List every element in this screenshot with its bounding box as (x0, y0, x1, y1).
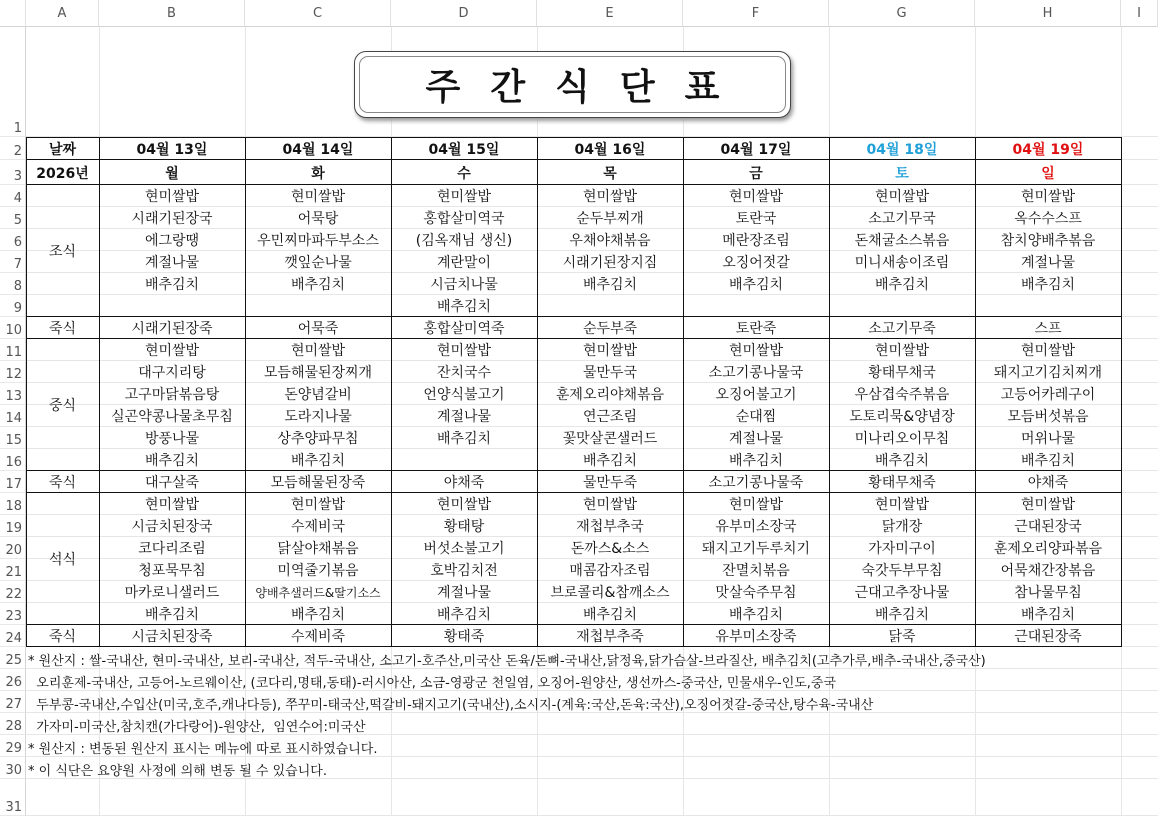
menu-item-cell[interactable]: 계절나물 (436, 585, 492, 601)
porridge-cell[interactable]: 어묵죽 (297, 321, 339, 337)
row-header-21[interactable]: 21 (0, 559, 26, 581)
menu-item-cell[interactable]: 계절나물 (1020, 255, 1076, 271)
porridge-cell[interactable]: 스프 (1034, 321, 1062, 337)
row-header-9[interactable]: 9 (0, 295, 26, 317)
menu-item-cell[interactable]: 계절나물 (144, 255, 200, 271)
porridge-cell[interactable]: 토란죽 (735, 321, 777, 337)
menu-item-cell[interactable]: 현미쌀밥 (436, 189, 492, 205)
menu-item-cell[interactable]: 현미쌀밥 (874, 497, 930, 513)
menu-item-cell[interactable]: 현미쌀밥 (290, 343, 346, 359)
menu-item-cell[interactable]: 옥수수스프 (1014, 211, 1082, 227)
menu-item-cell[interactable]: 시금치나물 (430, 277, 498, 293)
table-border (26, 492, 1122, 493)
table-border (26, 646, 1122, 647)
row-header-20[interactable]: 20 (0, 537, 26, 559)
porridge-cell[interactable]: 닭죽 (888, 629, 916, 645)
menu-item-cell[interactable]: 양배추샐러드&딸기소스 (255, 585, 381, 600)
weekday-cell[interactable]: 화 (311, 165, 325, 182)
meal-label-porridge[interactable]: 죽식 (48, 475, 77, 491)
table-border (26, 316, 1122, 317)
corner-cell[interactable] (0, 0, 26, 27)
porridge-cell[interactable]: 시금치된장죽 (131, 629, 213, 645)
column-header-B[interactable]: B (99, 0, 245, 27)
porridge-cell[interactable]: 물만두죽 (582, 475, 638, 491)
table-border (391, 137, 392, 647)
row-header-31[interactable]: 31 (0, 779, 26, 816)
menu-item-cell[interactable]: 현미쌀밥 (1020, 343, 1076, 359)
menu-item-cell[interactable]: 현미쌀밥 (582, 497, 638, 513)
page-title: 주간식단표 (425, 67, 750, 108)
menu-item-cell[interactable]: 오징어불고기 (715, 387, 797, 403)
menu-item-cell[interactable]: 순대찜 (735, 409, 777, 425)
menu-item-cell[interactable] (391, 449, 537, 471)
menu-item-cell[interactable]: 어묵탕 (297, 211, 339, 227)
menu-item-cell[interactable]: 수제비국 (290, 519, 346, 535)
menu-item-cell[interactable]: 미니새송이조림 (854, 255, 950, 271)
menu-item-cell[interactable]: 배추김치 (582, 453, 638, 469)
table-border (245, 137, 246, 647)
menu-item-cell[interactable]: 토란국 (735, 211, 777, 227)
date-cell[interactable]: 04월 16일 (574, 141, 646, 158)
menu-item-cell[interactable]: 에그랑땡 (144, 233, 200, 249)
menu-item-cell[interactable]: 모듬해물된장찌개 (263, 365, 373, 381)
meal-label-breakfast[interactable]: 조식 (48, 244, 77, 260)
porridge-cell[interactable]: 순두부죽 (582, 321, 638, 337)
menu-item-cell[interactable] (245, 295, 391, 317)
origin-note[interactable]: 두부콩-국내산,수입산(미국,호주,캐나다등), 쭈꾸미-태국산,떡갈비-돼지고기(국내산),소시지-(계육:국산,돈육:국산),오징어젓갈-중국산,탕수육-국내산 (28, 698, 874, 713)
menu-item-cell[interactable]: 배추김치 (1020, 277, 1076, 293)
porridge-cell[interactable]: 야채죽 (443, 475, 485, 491)
menu-item-cell[interactable]: 현미쌀밥 (436, 497, 492, 513)
row-header-17[interactable]: 17 (0, 471, 26, 493)
menu-item-cell[interactable]: 배추김치 (436, 607, 492, 623)
row-header-18[interactable]: 18 (0, 493, 26, 515)
table-border (26, 470, 1122, 471)
row-header-24[interactable]: 24 (0, 625, 26, 647)
menu-item-cell[interactable]: 배추김치 (290, 607, 346, 623)
date-label-cell[interactable]: 날짜 (48, 141, 77, 158)
row-header-16[interactable]: 16 (0, 449, 26, 471)
menu-item-cell[interactable]: 훈제오리야채볶음 (555, 387, 665, 403)
row-header-30[interactable]: 30 (0, 757, 26, 779)
menu-item-cell[interactable]: 돼지고기두루치기 (701, 541, 811, 557)
menu-item-cell[interactable]: 소고기무국 (868, 211, 936, 227)
weekday-cell[interactable]: 일 (1041, 165, 1055, 182)
porridge-cell[interactable]: 소고기무죽 (868, 321, 936, 337)
date-cell[interactable]: 04월 19일 (1012, 141, 1084, 158)
menu-item-cell[interactable]: 미나리오이무침 (854, 431, 950, 447)
menu-item-cell[interactable]: 도라지나물 (284, 409, 352, 425)
menu-item-cell[interactable]: 배추김치 (436, 431, 492, 447)
menu-item-cell[interactable]: 배추김치 (874, 277, 930, 293)
porridge-cell[interactable]: 황태죽 (443, 629, 485, 645)
weekday-cell[interactable]: 월 (165, 165, 179, 182)
row-header-12[interactable]: 12 (0, 361, 26, 383)
menu-item-cell[interactable]: 배추김치 (144, 277, 200, 293)
table-border (26, 159, 1122, 160)
menu-item-cell[interactable]: 돈까스&소스 (570, 541, 650, 557)
origin-note[interactable]: * 원산지 : 변동된 원산지 표시는 메뉴에 따로 표시하였습니다. (28, 742, 378, 757)
menu-item-cell[interactable]: (김옥재님 생신) (415, 233, 513, 249)
menu-item-cell[interactable]: 돼지고기김치찌개 (993, 365, 1103, 381)
weekday-cell[interactable]: 금 (749, 165, 763, 182)
column-header-C[interactable]: C (245, 0, 391, 27)
origin-note[interactable]: * 원산지 : 쌀-국내산, 현미-국내산, 보리-국내산, 적두-국내산, 소고기-호주산,미국산 돈육/돈뼈-국내산,닭정육,닭가슴살-브라질산, 배추김치(고추가루,배추-국내산,중국산) (28, 654, 986, 669)
menu-item-cell[interactable]: 잔치국수 (436, 365, 492, 381)
porridge-cell[interactable]: 시래기된장죽 (131, 321, 213, 337)
menu-item-cell[interactable]: 근대된장국 (1014, 519, 1082, 535)
table-border (829, 137, 830, 647)
menu-item-cell[interactable]: 황태무채국 (868, 365, 936, 381)
origin-note[interactable]: * 이 식단은 요양원 사정에 의해 변동 될 수 있습니다. (28, 764, 327, 779)
menu-item-cell[interactable]: 참나물무침 (1014, 585, 1082, 601)
menu-item-cell[interactable]: 꽃맛살콘샐러드 (562, 431, 658, 447)
weekday-cell[interactable]: 목 (603, 165, 617, 182)
menu-item-cell[interactable]: 계절나물 (728, 431, 784, 447)
date-cell[interactable]: 04월 18일 (866, 141, 938, 158)
menu-item-cell[interactable]: 시래기된장지짐 (562, 255, 658, 271)
porridge-cell[interactable]: 근대된장죽 (1014, 629, 1082, 645)
menu-item-cell[interactable]: 재첩부추국 (576, 519, 644, 535)
menu-item-cell[interactable]: 맛살숙주무침 (715, 585, 797, 601)
menu-item-cell[interactable] (975, 295, 1121, 317)
row-header-3[interactable]: 3 (0, 160, 26, 185)
porridge-cell[interactable]: 수제비죽 (290, 629, 346, 645)
row-header-5[interactable]: 5 (0, 207, 26, 229)
menu-item-cell[interactable]: 방풍나물 (144, 431, 200, 447)
meal-label-dinner[interactable]: 석식 (48, 552, 77, 568)
menu-item-cell[interactable]: 현미쌀밥 (1020, 497, 1076, 513)
menu-item-cell[interactable]: 참치양배추볶음 (1000, 233, 1096, 249)
porridge-cell[interactable]: 대구살죽 (144, 475, 200, 491)
porridge-cell[interactable]: 모듬해물된장죽 (270, 475, 366, 491)
menu-item-cell[interactable]: 대구지리탕 (138, 365, 206, 381)
menu-item-cell[interactable]: 배추김치 (1020, 453, 1076, 469)
table-border (26, 624, 1122, 625)
row-header-11[interactable]: 11 (0, 339, 26, 361)
menu-item-cell[interactable]: 황태탕 (443, 519, 485, 535)
menu-item-cell[interactable]: 고등어카레구이 (1000, 387, 1096, 403)
menu-item-cell[interactable] (683, 295, 829, 317)
row-header-10[interactable]: 10 (0, 317, 26, 339)
menu-item-cell[interactable]: 현미쌀밥 (728, 497, 784, 513)
menu-item-cell[interactable]: 우민찌마파두부소스 (257, 233, 379, 249)
menu-item-cell[interactable]: 배추김치 (144, 607, 200, 623)
menu-item-cell[interactable]: 배추김치 (728, 453, 784, 469)
row-header-29[interactable]: 29 (0, 735, 26, 757)
menu-item-cell[interactable]: 돈양념갈비 (284, 387, 352, 403)
menu-item-cell[interactable]: 배추김치 (582, 607, 638, 623)
menu-item-cell[interactable]: 브로콜리&참깨소스 (550, 585, 670, 601)
menu-item-cell[interactable]: 배추김치 (728, 277, 784, 293)
menu-item-cell[interactable]: 현미쌀밥 (582, 189, 638, 205)
menu-item-cell[interactable]: 홍합살미역국 (423, 211, 505, 227)
menu-item-cell[interactable]: 훈제오리양파볶음 (993, 541, 1103, 557)
table-border (975, 137, 976, 647)
menu-item-cell[interactable]: 배추김치 (582, 277, 638, 293)
row-header-4[interactable]: 4 (0, 185, 26, 207)
menu-item-cell[interactable]: 소고기콩나물국 (708, 365, 804, 381)
menu-item-cell[interactable]: 메란장조림 (722, 233, 790, 249)
menu-item-cell[interactable]: 배추김치 (728, 607, 784, 623)
menu-item-cell[interactable]: 도토리묵&양념장 (849, 409, 955, 425)
menu-item-cell[interactable]: 호박김치전 (430, 563, 498, 579)
porridge-cell[interactable]: 소고기콩나물죽 (708, 475, 804, 491)
menu-item-cell[interactable]: 오징어젓갈 (722, 255, 790, 271)
menu-item-cell[interactable]: 숙갓두부무침 (861, 563, 943, 579)
menu-item-cell[interactable]: 닭살야채볶음 (277, 541, 359, 557)
row-header-19[interactable]: 19 (0, 515, 26, 537)
menu-item-cell[interactable]: 머위나물 (1020, 431, 1076, 447)
menu-item-cell[interactable]: 현미쌀밥 (436, 343, 492, 359)
menu-item-cell[interactable]: 돈채굴소스볶음 (854, 233, 950, 249)
menu-item-cell[interactable]: 계란말이 (436, 255, 492, 271)
menu-item-cell[interactable]: 물만두국 (582, 365, 638, 381)
weekday-cell[interactable]: 수 (457, 165, 471, 182)
row-header-8[interactable]: 8 (0, 273, 26, 295)
meal-label-lunch[interactable]: 중식 (48, 398, 77, 414)
table-border (683, 137, 684, 647)
date-cell[interactable]: 04월 15일 (428, 141, 500, 158)
menu-item-cell[interactable]: 배추김치 (436, 299, 492, 315)
column-header-G[interactable]: G (829, 0, 975, 27)
menu-item-cell[interactable]: 배추김치 (874, 607, 930, 623)
menu-item-cell[interactable]: 닭개장 (881, 519, 923, 535)
menu-item-cell[interactable]: 배추김치 (144, 453, 200, 469)
menu-item-cell[interactable]: 청포묵무침 (138, 563, 206, 579)
column-header-E[interactable]: E (537, 0, 683, 27)
row-header-14[interactable]: 14 (0, 405, 26, 427)
date-cell[interactable]: 04월 13일 (136, 141, 208, 158)
menu-item-cell[interactable]: 모듬버섯볶음 (1007, 409, 1089, 425)
row-header-1[interactable]: 1 (0, 27, 26, 137)
table-border (26, 137, 27, 647)
menu-item-cell[interactable]: 고구마닭볶음탕 (124, 387, 220, 403)
menu-item-cell[interactable]: 마카로니샐러드 (124, 585, 220, 601)
column-header-I[interactable]: I (1121, 0, 1158, 27)
menu-item-cell[interactable]: 배추김치 (1020, 607, 1076, 623)
menu-item-cell[interactable]: 잔멸치볶음 (722, 563, 790, 579)
row-header-7[interactable]: 7 (0, 251, 26, 273)
menu-item-cell[interactable]: 계절나물 (436, 409, 492, 425)
porridge-cell[interactable]: 홍합살미역죽 (423, 321, 505, 337)
menu-item-cell[interactable]: 현미쌀밥 (728, 189, 784, 205)
column-header-F[interactable]: F (683, 0, 829, 27)
table-border (537, 137, 538, 647)
menu-item-cell[interactable]: 시래기된장국 (131, 211, 213, 227)
date-cell[interactable]: 04월 17일 (720, 141, 792, 158)
row-header-26[interactable]: 26 (0, 669, 26, 691)
column-header-H[interactable]: H (975, 0, 1121, 27)
menu-item-cell[interactable]: 근대고추장나물 (854, 585, 950, 601)
table-border (26, 137, 1122, 138)
origin-note[interactable]: 가자미-미국산,참치캔(가다랑어)-원양산, 임연수어:미국산 (28, 720, 366, 735)
menu-item-cell[interactable]: 배추김치 (874, 453, 930, 469)
menu-item-cell[interactable] (829, 295, 975, 317)
menu-item-cell[interactable]: 상추양파무침 (277, 431, 359, 447)
porridge-cell[interactable]: 야채죽 (1027, 475, 1069, 491)
row-header-13[interactable]: 13 (0, 383, 26, 405)
row-header-22[interactable]: 22 (0, 581, 26, 603)
menu-item-cell[interactable]: 가자미구이 (868, 541, 936, 557)
menu-item-cell[interactable]: 우삼겹숙주볶음 (854, 387, 950, 403)
menu-item-cell[interactable]: 버섯소불고기 (423, 541, 505, 557)
table-border (1121, 137, 1122, 647)
menu-item-cell[interactable]: 현미쌀밥 (874, 343, 930, 359)
weekday-cell[interactable]: 토 (895, 165, 909, 182)
title-box (354, 51, 791, 118)
menu-item-cell[interactable] (537, 295, 683, 317)
row-header-25[interactable]: 25 (0, 647, 26, 669)
menu-item-cell[interactable]: 현미쌀밥 (582, 343, 638, 359)
menu-item-cell[interactable]: 현미쌀밥 (290, 497, 346, 513)
row-header-27[interactable]: 27 (0, 691, 26, 713)
porridge-cell[interactable]: 유부미소장죽 (715, 629, 797, 645)
table-border (99, 137, 100, 647)
menu-item-cell[interactable]: 유부미소장국 (715, 519, 797, 535)
menu-item-cell[interactable]: 시금치된장국 (131, 519, 213, 535)
porridge-cell[interactable]: 황태무채죽 (868, 475, 936, 491)
menu-item-cell[interactable]: 매콤감자조림 (569, 563, 651, 579)
menu-item-cell[interactable]: 실곤약콩나물초무침 (111, 409, 233, 425)
origin-note[interactable]: 오리훈제-국내산, 고등어-노르웨이산, (코다리,명태,동태)-러시아산, 소금-영광군 천일염, 오징어-원양산, 생선까스-중국산, 민물새우-인도,중국 (28, 676, 837, 691)
menu-item-cell[interactable]: 현미쌀밥 (144, 189, 200, 205)
menu-item-cell[interactable]: 현미쌀밥 (1020, 189, 1076, 205)
column-header-A[interactable]: A (26, 0, 99, 27)
menu-item-cell[interactable]: 미역줄기볶음 (277, 563, 359, 579)
menu-item-cell[interactable]: 현미쌀밥 (290, 189, 346, 205)
menu-item-cell[interactable]: 현미쌀밥 (144, 343, 200, 359)
row-header-15[interactable]: 15 (0, 427, 26, 449)
year-label-cell[interactable]: 2026년 (36, 165, 89, 182)
menu-item-cell[interactable]: 현미쌀밥 (144, 497, 200, 513)
table-border (26, 184, 1122, 185)
row-header-23[interactable]: 23 (0, 603, 26, 625)
column-header-D[interactable]: D (391, 0, 537, 27)
meal-label-porridge[interactable]: 죽식 (48, 321, 77, 337)
menu-item-cell[interactable]: 현미쌀밥 (728, 343, 784, 359)
row-header-2[interactable]: 2 (0, 137, 26, 160)
meal-label-porridge[interactable]: 죽식 (48, 629, 77, 645)
porridge-cell[interactable]: 재첩부추죽 (576, 629, 644, 645)
date-cell[interactable]: 04월 14일 (282, 141, 354, 158)
row-header-28[interactable]: 28 (0, 713, 26, 735)
table-border (26, 338, 1122, 339)
menu-item-cell[interactable] (99, 295, 245, 317)
menu-item-cell[interactable]: 순두부찌개 (576, 211, 644, 227)
menu-item-cell[interactable]: 우채야채볶음 (569, 233, 651, 249)
row-header-6[interactable]: 6 (0, 229, 26, 251)
menu-item-cell[interactable]: 언양식불고기 (423, 387, 505, 403)
menu-item-cell[interactable]: 코다리조림 (138, 541, 206, 557)
menu-item-cell[interactable]: 어묵채간장볶음 (1000, 563, 1096, 579)
menu-item-cell[interactable]: 연근조림 (582, 409, 638, 425)
menu-item-cell[interactable]: 배추김치 (290, 453, 346, 469)
menu-item-cell[interactable]: 현미쌀밥 (874, 189, 930, 205)
menu-item-cell[interactable]: 깻잎순나물 (284, 255, 352, 271)
menu-item-cell[interactable]: 배추김치 (290, 277, 346, 293)
